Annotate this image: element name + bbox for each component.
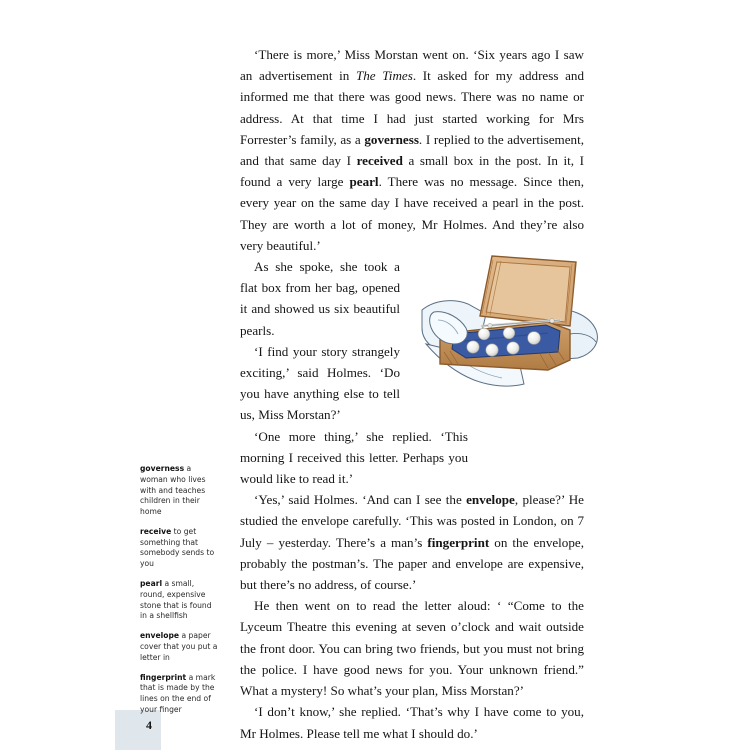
glossary-definition: to get something that somebody sends to you [140, 526, 215, 569]
paragraph-3 [240, 341, 400, 426]
glossary-sidebar [140, 464, 218, 725]
glossary-term: receive [140, 526, 172, 536]
text-run: He then went on to read the letter aloud: ‘ “Come to the Lyceum Theatre this evening at seven o’clock and wait outside the front door. You can bring two friends, but you must not bring the police. I have good news for you. Your unknown friend.” What a mystery! So what’s your plan, Miss Morstan?’ [240, 598, 584, 699]
page-number: 4 [146, 718, 152, 732]
paragraph-6 [240, 595, 584, 701]
text-run: , please?’ He studied the envelope carefully. ‘This was posted in London, on 7 July – yesterday. There’s a man’s [240, 492, 584, 550]
text-run: . I replied to the advertisement, and that same day I [240, 131, 584, 169]
paragraph-2 [240, 256, 400, 341]
text-run: governess [364, 131, 419, 147]
text-run: received [356, 153, 403, 169]
text-run: a small box in the post. In it, I found a very large [240, 153, 584, 190]
paragraph-7 [240, 701, 584, 743]
glossary-definition: a small, round, expensive stone that is found in a shellfish [140, 579, 212, 621]
text-run: fingerprint [427, 534, 490, 550]
glossary-term: envelope [140, 631, 180, 641]
text-run: . It asked for my address and informed me that there was good news. There was no name or address. At that time I had just started working for Mrs Forrester’s family, as a [240, 68, 584, 147]
text-run: on the envelope, probably the postman’s. The paper and envelope are expensive, but there’s no address, of course.’ [240, 534, 584, 593]
glossary-definition: a mark that is made by the lines on the end of your finger [140, 672, 216, 714]
text-run: ‘I don’t know,’ she replied. ‘That’s why I have come to you, Mr Holmes. Please tell me what I should do.’ [240, 704, 584, 741]
text-run: ‘One more thing,’ she replied. ‘This morning I received this letter. Perhaps you would like to read it.’ [240, 428, 468, 487]
text-run: envelope [466, 492, 515, 508]
text-run: As she spoke, she took a flat box from her bag, opened it and showed us six beautiful pearls. [240, 259, 400, 338]
glossary-entry-governess [140, 464, 218, 518]
text-run: The Times [355, 68, 413, 84]
text-run: ‘Yes,’ said Holmes. ‘And can I see the [254, 492, 467, 508]
text-run: ‘There is more,’ Miss Morstan went on. ‘Six years ago I saw an advertisement in [240, 47, 584, 84]
glossary-entry-envelope [140, 631, 218, 663]
text-run: pearl [349, 174, 379, 190]
glossary-definition: a paper cover that you put a letter in [140, 631, 218, 662]
glossary-entry-receive [140, 527, 218, 570]
main-text-column [240, 44, 584, 744]
glossary-term: pearl [140, 579, 163, 589]
glossary-term: fingerprint [140, 672, 187, 682]
text-run: . There was no message. Since then, every year on the same day I have received a pearl in the post. They are worth a lot of money, Mr Holmes. And they’re also very beautiful.’ [240, 174, 585, 253]
glossary-entry-fingerprint [140, 673, 218, 716]
paragraph-4 [240, 426, 468, 490]
paragraph-5 [240, 489, 584, 595]
text-run: ‘I find your story strangely exciting,’ said Holmes. ‘Do you have anything else to tell us, Miss Morstan?’ [240, 343, 400, 423]
glossary-entry-pearl [140, 579, 218, 622]
glossary-definition: a woman who lives with and teaches children in their home [140, 464, 206, 517]
paragraph-1 [240, 44, 584, 256]
glossary-term: governess [140, 464, 185, 473]
